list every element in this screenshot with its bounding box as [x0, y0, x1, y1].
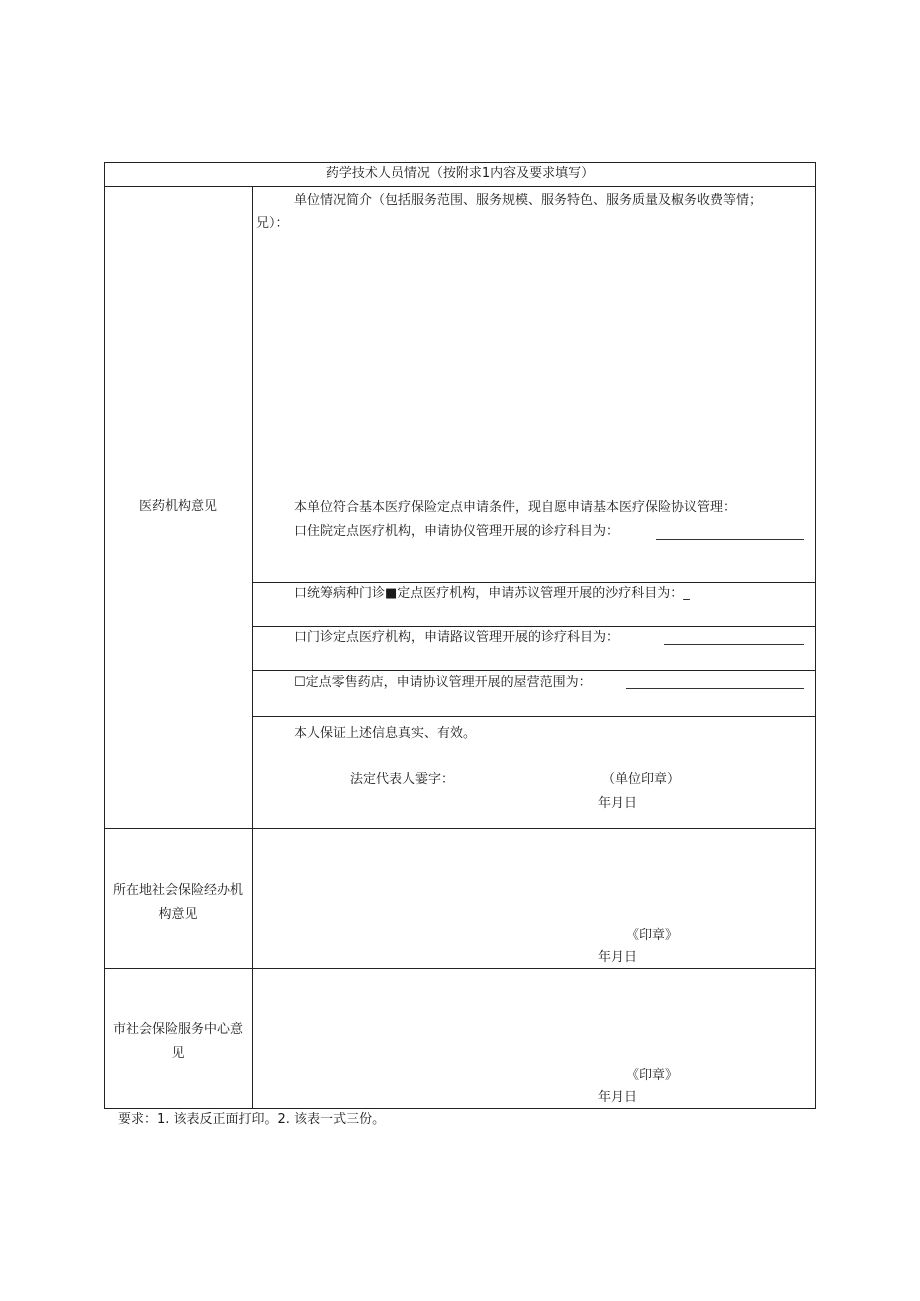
- option-outpatient-blank[interactable]: [664, 644, 804, 645]
- column-divider: [252, 186, 253, 1109]
- section3-seal: 《印章》: [626, 1068, 679, 1083]
- footer-note: 要求：1. 该表反正面打印。2. 该表一式三份。: [118, 1112, 386, 1127]
- section3-divider: [104, 968, 816, 969]
- section3-label-line1: 市社会保险服务中心意: [112, 1022, 243, 1037]
- option-inpatient: 口住院定点医疗机构，申请协仪管理开展的诊疗科目为：: [294, 524, 620, 539]
- section2-date: 年月日: [598, 950, 638, 965]
- section1-date: 年月日: [598, 796, 638, 811]
- section2-label: [104, 879, 252, 927]
- guarantee-divider: [252, 716, 816, 717]
- option-outpatient: 口门诊定点医疗机构，申请路议管理开展的诊疗科目为：: [294, 630, 620, 645]
- section1-label: 医药机构意见: [138, 499, 217, 514]
- option2-divider: [252, 582, 816, 583]
- option-inpatient-blank[interactable]: [656, 539, 804, 540]
- section3-date: 年月日: [598, 1090, 638, 1105]
- section2-divider: [104, 828, 816, 829]
- section3-label-line2: 见: [171, 1046, 185, 1061]
- option-pharmacy: ☐定点零售药店，申请协议管理开展的屋营范围为：: [294, 675, 592, 690]
- unit-seal-label: （单位印章）: [602, 772, 681, 787]
- section2-label-line1: 所在地社会保险经办机: [112, 883, 243, 898]
- option-pharmacy-blank[interactable]: [626, 688, 804, 689]
- section3-label: [104, 1018, 252, 1066]
- signature-label: 法定代表人霎字：: [350, 772, 455, 787]
- guarantee-statement: 本人保证上述信息真实、有效。: [294, 726, 477, 741]
- option4-divider: [252, 670, 816, 671]
- intro-line-2: 兄）：: [256, 216, 289, 231]
- table-title: 药学技术人员情况（按附求1内容及要求填写）: [325, 166, 595, 181]
- option3-divider: [252, 626, 816, 627]
- section2-seal: 《印章》: [626, 928, 679, 943]
- section2-label-line2: 构意见: [158, 907, 198, 922]
- apply-statement: 本单位符合基本医疗保险定点申请条件，现自愿申请基本医疗保险协议管理：: [294, 500, 737, 515]
- intro-line-1: 单位情况简介（包括服务范围、服务规模、服务特色、服务质量及椒务收费等情；: [294, 193, 763, 208]
- header-divider: [104, 186, 816, 187]
- option-chronic-outpatient: 口统筹病种门诊■定点医疗机构，申请苏议管理开展的沙疗科目为：_: [294, 586, 690, 601]
